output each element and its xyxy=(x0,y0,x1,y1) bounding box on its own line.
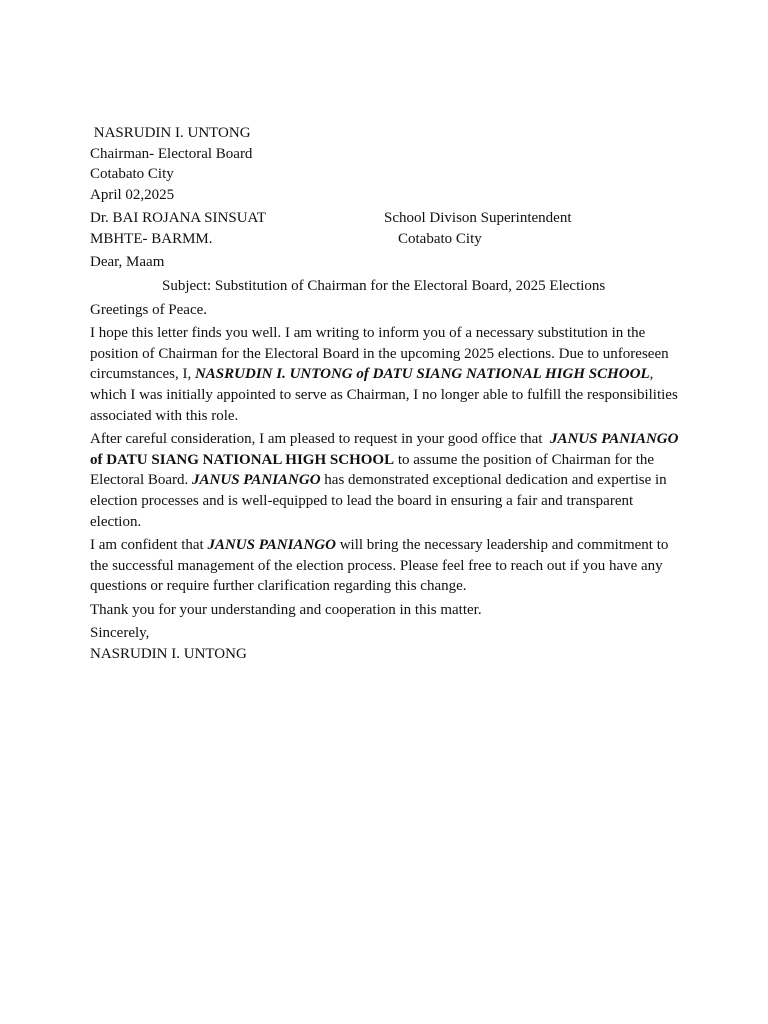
recipient-block xyxy=(90,208,682,249)
recipient-name: Dr. BAI ROJANA SINSUAT xyxy=(90,210,266,227)
recipient-office: MBHTE- BARMM. xyxy=(90,230,213,247)
paragraph-1-emphasis: NASRUDIN I. UNTONG of DATU SIANG NATIONAL HIGH SCHOOL xyxy=(194,366,650,383)
recipient-city: Cotabato City xyxy=(398,230,482,247)
sender-city: Cotabato City xyxy=(90,166,174,183)
paragraph-1-text-c: , which I was initially appointed to serve as Chairman, I no longer able to fulfill the responsibilities associated with this role. xyxy=(90,366,678,424)
paragraph-2-name-1: JANUS PANIANGO xyxy=(549,431,679,448)
sender-name: NASRUDIN I. UNTONG xyxy=(90,125,251,141)
paragraph-2-text-a: After careful consideration, I am pleased to request in your good office that xyxy=(90,431,550,448)
paragraph-3-text-a: I am confident that xyxy=(90,537,208,554)
subject-line: Subject: Substitution of Chairman for the Electoral Board, 2025 Elections xyxy=(162,277,606,294)
letter-date: April 02,2025 xyxy=(90,186,175,203)
closing: Sincerely, xyxy=(90,625,150,642)
recipient-title: School Divison Superintendent xyxy=(384,210,572,227)
paragraph-3 xyxy=(90,535,682,597)
sender-position: Chairman- Electoral Board xyxy=(90,145,253,162)
paragraph-1 xyxy=(90,323,682,426)
greeting: Greetings of Peace. xyxy=(90,301,208,318)
thanks-line: Thank you for your understanding and cooperation in this matter. xyxy=(90,601,482,618)
signature-name: NASRUDIN I. UNTONG xyxy=(90,646,247,663)
paragraph-2 xyxy=(90,429,682,532)
sender-block xyxy=(90,123,682,205)
salutation: Dear, Maam xyxy=(90,254,165,271)
paragraph-1-text-a: I hope this letter finds you well. I am writing to inform you of a necessary substitution in the position of Chairman for the Electoral Board in the upcoming 2025 elections. Due to unforeseen circumstances, I, xyxy=(90,325,669,383)
paragraph-2-text-d: to assume the position of Chairman for the Electoral Board. xyxy=(90,451,655,489)
paragraph-3-text-c: will bring the necessary leadership and commitment to the successful management of the election process. Please feel free to reach out if you have any questions or require further clarification regarding this change. xyxy=(90,537,669,595)
letter xyxy=(90,123,682,665)
paragraph-2-school: of DATU SIANG NATIONAL HIGH SCHOOL xyxy=(90,451,395,468)
paragraph-2-name-2: JANUS PANIANGO xyxy=(192,472,321,489)
paragraph-2-text-f: has demonstrated exceptional dedication and expertise in election processes and is well-equipped to lead the board in ensuring a fair and transparent election. xyxy=(90,472,667,530)
paragraph-3-name: JANUS PANIANGO xyxy=(207,537,336,554)
